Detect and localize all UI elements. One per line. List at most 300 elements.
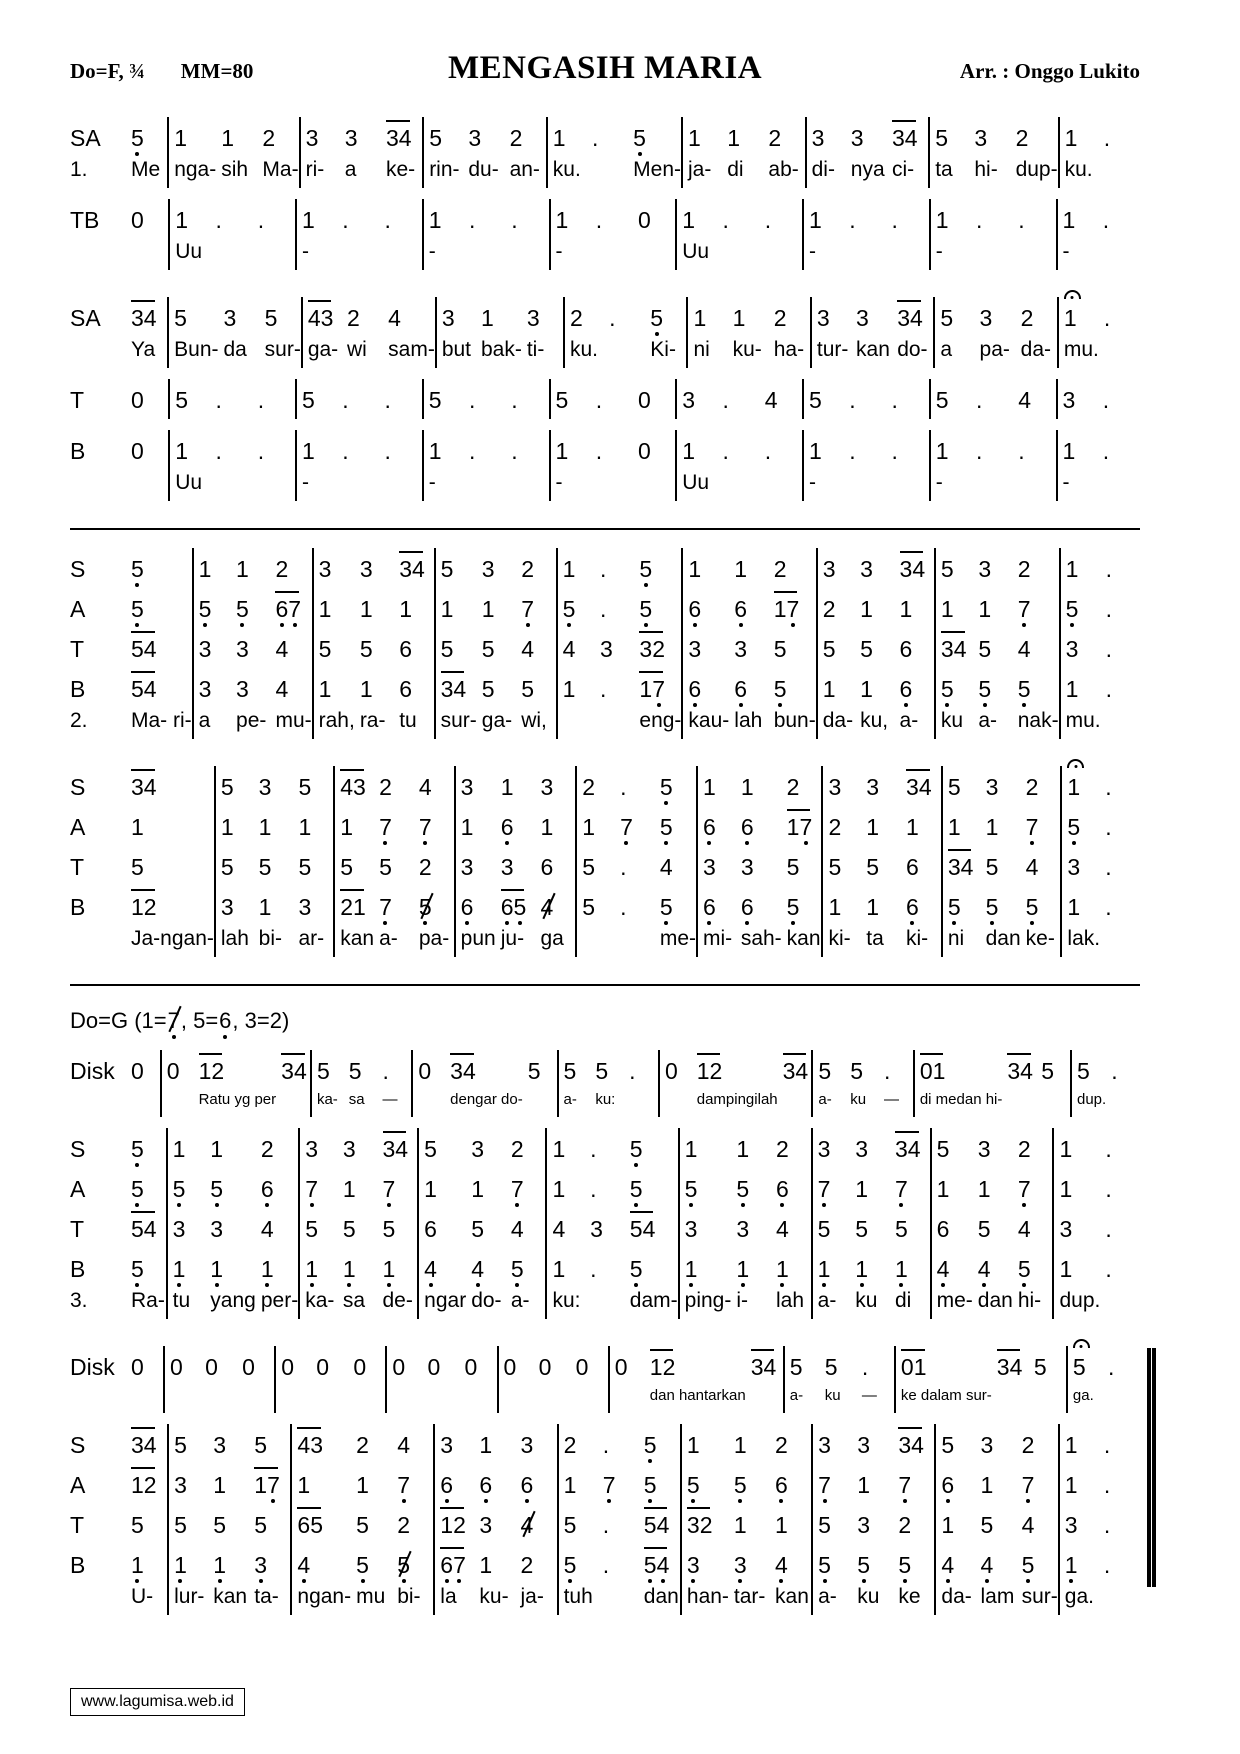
note-token <box>174 126 187 151</box>
note-cell <box>290 1424 351 1464</box>
note-digit: 1 <box>776 1256 789 1282</box>
note-token <box>857 1473 870 1498</box>
note-token <box>809 439 822 464</box>
note-token: . <box>590 1136 597 1162</box>
note-cell <box>585 1128 625 1168</box>
note-cell <box>355 588 394 628</box>
note-digit: 6 <box>703 894 716 920</box>
note-digit: 2 <box>275 556 289 582</box>
note-digit: 0 <box>242 1354 255 1380</box>
note-token <box>356 1433 369 1458</box>
note-digit: 5 <box>513 894 527 920</box>
note-token <box>356 1553 369 1578</box>
note-token <box>501 775 514 800</box>
note-cell <box>1036 1050 1070 1090</box>
note-cell <box>231 588 270 628</box>
note-cell <box>887 379 929 419</box>
note-digit: 1 <box>552 1176 566 1202</box>
note-token <box>1066 557 1079 582</box>
note-cell <box>655 846 696 886</box>
note-digit: 6 <box>703 814 716 840</box>
note-cell <box>454 766 496 806</box>
note-token <box>900 597 913 622</box>
note-token: . <box>384 387 391 413</box>
lyric-cell: an- <box>509 158 540 181</box>
note-digit: 5 <box>174 1512 187 1538</box>
note-cell <box>681 548 729 588</box>
note-token <box>920 1059 946 1084</box>
note-cell <box>476 297 522 337</box>
note-token <box>1066 637 1079 662</box>
note-digit: 3 <box>947 854 961 880</box>
note-token <box>693 306 706 331</box>
note-cell <box>477 588 516 628</box>
key-signature: Do=F, ¾ <box>70 59 145 83</box>
note-token <box>379 855 392 880</box>
note-digit: 5 <box>213 1512 226 1538</box>
note-token <box>302 388 315 413</box>
note-digit: 1 <box>855 1176 869 1202</box>
note-digit: 4 <box>910 305 923 331</box>
system-grid <box>70 1128 1140 1319</box>
note-token <box>131 208 144 233</box>
lyric-cell: dup- <box>1015 158 1058 181</box>
note-token <box>1065 1553 1078 1578</box>
lyric-cell <box>718 239 760 270</box>
note-token <box>356 1473 369 1498</box>
note-cell <box>466 1208 506 1248</box>
note-cell <box>941 806 981 846</box>
note-digit: 4 <box>143 676 157 702</box>
lyric-cell: ja- <box>681 157 722 188</box>
note-token <box>383 1257 396 1282</box>
note-cell <box>722 117 763 157</box>
note-token <box>302 208 315 233</box>
note-digit: 5 <box>298 854 312 880</box>
score-header <box>70 50 1140 87</box>
voice-label: TB <box>70 207 100 233</box>
note-cell <box>126 1424 167 1464</box>
note-token <box>553 126 566 151</box>
note-digit: 1 <box>822 676 836 702</box>
note-cell <box>895 588 934 628</box>
note-token <box>941 1553 954 1578</box>
note-token: . <box>511 207 518 233</box>
note-cell <box>976 1464 1017 1504</box>
note-token <box>733 306 746 331</box>
note-cell <box>1060 806 1100 846</box>
lyric-cell <box>1013 470 1055 501</box>
note-digit: 6 <box>941 1472 955 1498</box>
note-digit: 4 <box>521 636 534 662</box>
voice-label: B <box>70 894 86 920</box>
note-digit: 7 <box>652 676 665 702</box>
note-token <box>174 306 187 331</box>
note-token <box>665 1059 678 1084</box>
note-digit: 5 <box>822 636 836 662</box>
source-url[interactable]: www.lagumisa.web.id <box>70 1688 245 1716</box>
note-cell <box>782 846 822 886</box>
note-digit: 3 <box>460 854 474 880</box>
note-digit: 5 <box>773 636 787 662</box>
note-token: . <box>511 387 518 413</box>
note-digit: 4 <box>340 774 354 800</box>
note-digit: 1 <box>399 596 413 622</box>
note-cell <box>192 628 231 668</box>
note-token <box>978 1257 991 1282</box>
note-token <box>828 855 841 880</box>
note-digit: 1 <box>172 1136 186 1162</box>
note-digit: 1 <box>552 1256 566 1282</box>
note-token <box>1059 1257 1072 1282</box>
note-token <box>392 1355 405 1380</box>
lyric-cell: eng- <box>639 709 682 732</box>
note-digit: 2 <box>1025 774 1039 800</box>
note-digit: 3 <box>236 676 249 702</box>
lyric-cell: Ja-ngan- <box>131 927 214 950</box>
note-cell <box>624 1050 658 1090</box>
lyric-cell <box>1098 239 1140 270</box>
note-cell <box>536 766 576 806</box>
lyric-cell: bi- <box>397 1585 421 1608</box>
note-digit: 3 <box>320 305 334 331</box>
note-cell <box>434 628 477 668</box>
system-grid <box>70 430 1140 501</box>
note-cell <box>338 1248 378 1288</box>
note-digit: 4 <box>424 1256 437 1282</box>
note-digit: 3 <box>1007 1058 1021 1084</box>
note-token <box>776 1177 789 1202</box>
note-digit: 3 <box>359 556 373 582</box>
note-digit: 2 <box>1020 305 1034 331</box>
note-token <box>897 306 923 331</box>
note-cell <box>167 1464 208 1504</box>
note-digit: 1 <box>906 814 919 840</box>
note-digit: 1 <box>254 1472 268 1498</box>
fermata-icon <box>1064 290 1081 299</box>
note-digit: 3 <box>440 676 454 702</box>
note-cell <box>434 588 477 628</box>
note-cell <box>736 886 782 926</box>
note-digit: 7 <box>1025 814 1039 840</box>
note-cell <box>348 1346 385 1386</box>
note-cell <box>1052 1208 1100 1248</box>
note-digit: 5 <box>356 1512 369 1538</box>
lyric-cell: lur- <box>167 1584 208 1615</box>
lyric-cell <box>126 1386 163 1413</box>
note-cell <box>969 117 1010 157</box>
note-cell <box>811 1208 851 1248</box>
note-digit: 3 <box>479 1512 493 1538</box>
note-cell <box>474 1544 515 1584</box>
note-digit: 4 <box>397 1432 410 1458</box>
note-cell <box>976 1424 1017 1464</box>
note-digit: 3 <box>977 1136 991 1162</box>
note-digit: 4 <box>907 1136 921 1162</box>
note-digit: 5 <box>639 556 653 582</box>
note-cell <box>598 1544 639 1584</box>
note-digit: 1 <box>555 207 569 233</box>
note-digit: 3 <box>850 125 864 151</box>
note-cell <box>214 766 254 806</box>
note-token <box>131 126 144 151</box>
system-block <box>70 430 1140 501</box>
note-digit: 3 <box>996 1354 1010 1380</box>
note-token: . <box>1105 676 1112 702</box>
note-token <box>168 1008 180 1034</box>
lyric-cell <box>380 239 422 270</box>
note-token <box>510 126 523 151</box>
note-cell <box>852 1504 893 1544</box>
note-cell <box>680 1544 729 1584</box>
note-token <box>131 597 144 622</box>
note-cell <box>681 668 729 708</box>
note-cell <box>433 1544 474 1584</box>
note-digit: 6 <box>688 676 702 702</box>
note-digit: 1 <box>936 1176 950 1202</box>
system-grid <box>70 1424 1140 1615</box>
lyric-cell: - <box>549 239 591 270</box>
note-cell <box>214 846 254 886</box>
note-token <box>175 388 188 413</box>
note-token <box>210 1257 223 1282</box>
note-cell <box>976 1504 1017 1544</box>
note-cell <box>696 846 736 886</box>
note-digit: 3 <box>258 774 272 800</box>
note-cell <box>941 886 981 926</box>
note-token: . <box>1105 596 1112 622</box>
note-digit: 3 <box>985 774 999 800</box>
lyric-cell: da- <box>816 708 855 739</box>
note-cell <box>1098 379 1140 419</box>
note-token <box>521 1513 534 1538</box>
note-cell <box>575 806 615 846</box>
note-cell <box>256 1208 298 1248</box>
note-digit: 3 <box>733 1552 747 1578</box>
note-token <box>360 637 373 662</box>
lyric-cell: mu- <box>275 709 312 732</box>
note-cell <box>571 1346 608 1386</box>
note-token: . <box>1105 1216 1112 1242</box>
note-digit: 3 <box>750 1354 764 1380</box>
lyric-cell: ni <box>686 337 727 368</box>
note-digit: 1 <box>860 596 873 622</box>
note-digit: 4 <box>977 1256 991 1282</box>
note-token <box>898 1433 924 1458</box>
note-cell <box>351 1464 392 1504</box>
note-token <box>644 1513 670 1538</box>
note-digit: 5 <box>940 556 954 582</box>
note-digit: 2 <box>379 774 392 800</box>
note-digit: 5 <box>510 1256 524 1282</box>
voice-label: T <box>70 636 85 662</box>
lyric-cell: ga. <box>1066 1386 1103 1413</box>
note-digit: 1 <box>1067 774 1081 800</box>
note-cell <box>1060 766 1100 806</box>
note-digit: 1 <box>978 596 992 622</box>
note-token <box>857 1513 870 1538</box>
note-digit: 1 <box>318 676 332 702</box>
note-cell <box>973 1168 1013 1208</box>
note-token <box>639 677 665 702</box>
note-token <box>774 637 787 662</box>
note-cell <box>934 548 973 588</box>
note-digit: 6 <box>906 854 919 880</box>
note-digit: 3 <box>305 1136 318 1162</box>
note-digit: 3 <box>131 1432 144 1458</box>
note-cell <box>392 1544 433 1584</box>
note-token <box>482 677 495 702</box>
note-token <box>254 1433 267 1458</box>
note-token <box>590 1217 603 1242</box>
note-cell <box>821 846 861 886</box>
lyric-cell: — <box>382 1091 398 1108</box>
note-token <box>167 1059 180 1084</box>
lyric-cell <box>274 1386 311 1413</box>
note-cell <box>516 628 555 668</box>
note-token <box>688 597 701 622</box>
note-cell <box>975 297 1016 337</box>
note-cell <box>477 548 516 588</box>
note-digit: 3 <box>281 1058 294 1084</box>
note-cell <box>879 1050 913 1090</box>
note-cell <box>604 297 645 337</box>
note-token: . <box>1103 1552 1111 1578</box>
note-digit: 1 <box>131 894 144 920</box>
note-cell <box>861 886 901 926</box>
note-token <box>948 815 961 840</box>
note-cell <box>249 1424 290 1464</box>
note-cell <box>126 430 168 470</box>
note-digit: 2 <box>822 596 836 622</box>
note-token <box>941 1513 954 1538</box>
note-token <box>980 306 993 331</box>
note-cell <box>374 806 414 846</box>
note-token <box>818 1059 831 1084</box>
note-digit: 1 <box>428 207 442 233</box>
note-token <box>424 1177 437 1202</box>
note-token <box>440 1473 453 1498</box>
lyric-cell: a- <box>510 1289 530 1312</box>
note-cell <box>126 846 214 886</box>
note-cell <box>253 379 295 419</box>
note-digit: 5 <box>650 305 664 331</box>
note-digit: 6 <box>460 894 474 920</box>
note-digit: 6 <box>734 596 748 622</box>
note-digit: 6 <box>479 1472 493 1498</box>
note-digit: 5 <box>828 854 842 880</box>
note-digit: 1 <box>428 438 442 464</box>
lyric-cell: da <box>223 338 247 361</box>
note-digit: 3 <box>236 636 249 662</box>
verse-label <box>70 337 126 368</box>
note-digit: 1 <box>913 1354 927 1380</box>
note-cell <box>1100 1208 1140 1248</box>
note-token <box>236 637 249 662</box>
note-token <box>660 815 673 840</box>
lyric-cell: me- <box>659 927 697 950</box>
note-cell <box>506 199 548 239</box>
lyric-cell: a- <box>379 927 398 950</box>
note-token: . <box>599 556 607 582</box>
note-token <box>644 1473 657 1498</box>
lyric-cell: - <box>1056 470 1098 501</box>
note-digit: 2 <box>569 305 583 331</box>
note-digit: 5 <box>947 894 961 920</box>
note-cell <box>895 668 934 708</box>
note-token <box>254 1553 267 1578</box>
note-digit: 4 <box>1020 1058 1033 1084</box>
note-token <box>639 557 652 582</box>
note-digit: 3 <box>817 1136 831 1162</box>
note-cell <box>811 1424 852 1464</box>
lyric-cell: dampingilah <box>696 1091 778 1108</box>
verse-label <box>70 1386 126 1413</box>
note-cell <box>167 297 218 337</box>
lyric-cell <box>718 470 760 501</box>
note-cell <box>231 628 270 668</box>
note-token <box>265 306 278 331</box>
note-token <box>261 1257 274 1282</box>
voice-label: B <box>70 438 86 464</box>
note-token <box>1018 1137 1031 1162</box>
note-token <box>1067 895 1080 920</box>
note-token <box>734 677 747 702</box>
note-digit: 3 <box>386 125 399 151</box>
lyric-cell <box>604 337 645 368</box>
note-digit: 1 <box>727 125 741 151</box>
note-token <box>521 1433 534 1458</box>
lyric-cell: ta <box>928 157 969 188</box>
note-digit: 0 <box>614 1354 628 1380</box>
voice-label: T <box>70 1216 85 1242</box>
note-token <box>224 306 237 331</box>
note-token <box>1018 557 1031 582</box>
fermata-icon <box>1073 1339 1090 1348</box>
note-digit: 5 <box>563 1552 577 1578</box>
note-token <box>471 1217 484 1242</box>
note-digit: 3 <box>460 774 474 800</box>
note-cell <box>934 1504 975 1544</box>
note-cell <box>763 117 804 157</box>
note-token <box>937 1257 950 1282</box>
note-token <box>948 895 961 920</box>
note-digit: 5 <box>629 1256 643 1282</box>
note-digit: 4 <box>1017 636 1031 662</box>
note-digit: 4 <box>398 125 412 151</box>
lyric-cell: - <box>422 239 464 270</box>
note-cell <box>718 430 760 470</box>
note-cell <box>729 1504 770 1544</box>
note-digit: 1 <box>131 1552 144 1578</box>
lyric-cell: U- <box>131 1585 154 1608</box>
note-digit: 3 <box>353 774 366 800</box>
lyric-cell <box>760 470 802 501</box>
note-digit: 3 <box>223 305 237 331</box>
note-digit: 7 <box>382 1176 396 1202</box>
lyric-cell <box>591 239 633 270</box>
note-token <box>259 815 272 840</box>
note-digit: 3 <box>174 1472 187 1498</box>
note-cell <box>546 117 587 157</box>
note-cell <box>422 199 464 239</box>
lyric-cell: - <box>295 239 337 270</box>
note-digit: 4 <box>980 1552 994 1578</box>
note-cell <box>1103 1346 1140 1386</box>
note-token <box>479 1553 492 1578</box>
note-digit: 1 <box>734 556 748 582</box>
note-token <box>511 1217 524 1242</box>
